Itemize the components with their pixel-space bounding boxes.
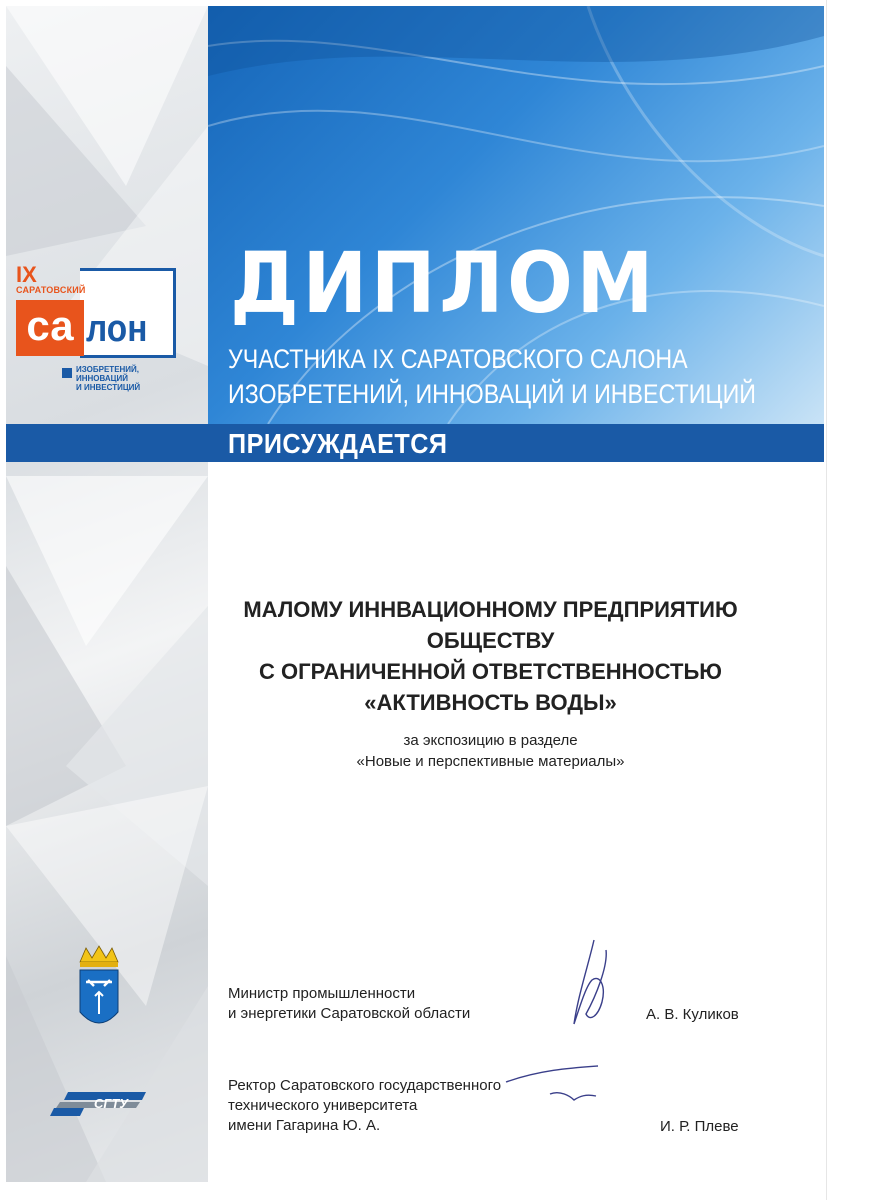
recipient-line-2: ОБЩЕСТВУ	[426, 628, 555, 653]
award-basis	[208, 730, 773, 772]
signatory-2-position	[228, 1076, 501, 1136]
signatory-1-position	[228, 984, 470, 1024]
logo-city: САРАТОВСКИЙ	[16, 285, 86, 295]
header-banner	[208, 6, 824, 424]
logo-part-ca: са	[16, 300, 84, 356]
diploma-title: ДИПЛОМ	[230, 234, 658, 332]
logo-part-lon: лон	[86, 308, 148, 350]
university-logo-text: СГТУ	[94, 1096, 129, 1111]
signature-2-icon	[500, 1060, 610, 1120]
signatory-2-position-line-3: имени Гагарина Ю. А.	[228, 1117, 381, 1134]
awarded-bar	[6, 424, 824, 462]
logo-tagline-line-1: ИЗОБРЕТЕНИЙ, ИННОВАЦИЙ	[76, 365, 140, 383]
recipient-line-3: С ОГРАНИЧЕННОЙ ОТВЕТСТВЕННОСТЬЮ	[259, 659, 722, 684]
signatory-1-name: А. В. Куликов	[646, 1006, 739, 1023]
basis-line-1: за экспозицию в разделе	[403, 732, 578, 749]
basis-line-2: «Новые и перспективные материалы»	[356, 753, 625, 770]
signature-1-icon	[566, 936, 616, 1030]
page-edge-line	[826, 0, 827, 1200]
logo-square-icon	[62, 368, 72, 378]
logo-tagline	[76, 365, 186, 392]
subtitle-line-1: УЧАСТНИКА IX САРАТОВСКОГО САЛОНА	[228, 344, 688, 374]
awarded-text: ПРИСУЖДАЕТСЯ	[228, 428, 448, 459]
signatory-1-position-line-2: и энергетики Саратовской области	[228, 1005, 471, 1022]
recipient-line-1: МАЛОМУ ИННВАЦИОННОМУ ПРЕДПРИЯТИЮ	[243, 597, 738, 622]
signatory-2-name: И. Р. Плеве	[660, 1118, 739, 1135]
subtitle-line-2: ИЗОБРЕТЕНИЙ, ИННОВАЦИЙ И ИНВЕСТИЦИЙ	[228, 379, 756, 409]
diploma-subtitle	[228, 342, 756, 412]
coat-of-arms-icon	[76, 944, 122, 1034]
recipient-name	[208, 594, 773, 718]
logo-edition: IX	[16, 262, 37, 287]
signatory-2-position-line-2: технического университета	[228, 1097, 418, 1114]
salon-logo	[16, 262, 180, 392]
university-logo-icon	[50, 1088, 150, 1118]
recipient-line-4: «АКТИВНОСТЬ ВОДЫ»	[364, 690, 617, 715]
signatory-1-position-line-1: Министр промышленности	[228, 985, 416, 1002]
logo-tagline-line-2: И ИНВЕСТИЦИЙ	[76, 383, 141, 392]
signatory-2-position-line-1: Ректор Саратовского государственного	[228, 1077, 502, 1094]
